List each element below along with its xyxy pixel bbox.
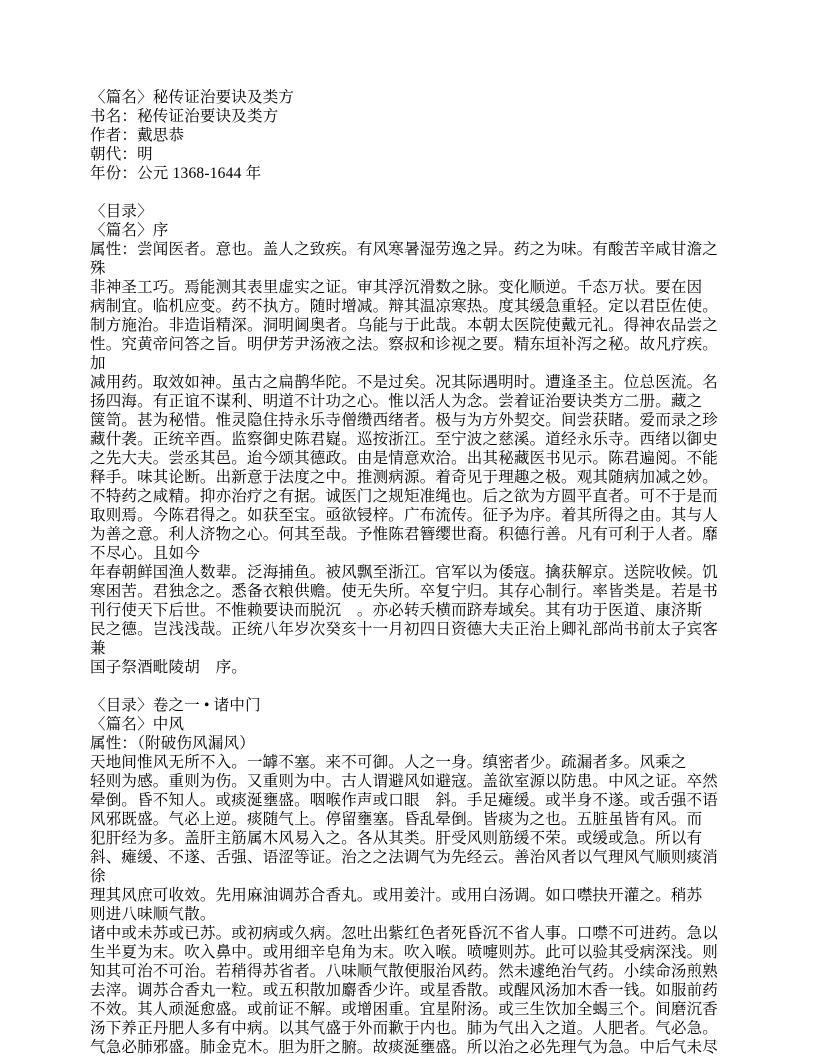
text-line: 箧笥。甚为秘惜。惟灵隐住持永乐寺僧缵西绪者。极与为方外契交。间尝获睹。爱而录之珍 — [90, 412, 719, 429]
text-line: 病制宜。临机应变。药不执方。随时增减。辩其温凉寒热。度其缓急重轻。定以君臣佐使。 — [90, 298, 719, 315]
text-line: 斜、瘫缓、不遂、舌强、语涩等证。治之之法调气为先经云。善治风者以气理风气顺则痰消徐 — [90, 849, 719, 885]
text-line: 书名：秘传证治要诀及类方 — [90, 108, 279, 125]
text-line: 年春朝鲜国渔人数辈。泛海捕鱼。被风飘至浙江。官军以为倭寇。擒获解京。送院收候。饥 — [90, 564, 719, 581]
text-line: 刊行使天下后世。不惟赖要诀而脱沉 。亦必转夭横而跻寿域矣。其有功于医道、康济斯 — [90, 602, 703, 619]
text-line: 知其可治不可治。若稍得苏省者。八味顺气散便服治风药。然未遽绝治气药。小续命汤煎熟 — [90, 963, 719, 980]
text-line: 天地间惟风无所不入。一罅不塞。来不可御。人之一身。缜密者少。疏漏者多。风乘之 — [90, 754, 687, 771]
text-line: 制方施治。非造诣精深。洞明阃奥者。乌能与于此哉。本朝太医院使戴元礼。得神农品尝之 — [90, 317, 719, 334]
document-header — [90, 88, 728, 183]
text-line: 不特药之咸精。抑亦治疗之有据。诚医门之规矩准绳也。后之欲为方圆平直者。可不于是而 — [90, 488, 719, 505]
text-line: 非神圣工巧。焉能测其表里虚实之证。审其浮沉滑数之脉。变化顺逆。千态万状。要在因 — [90, 279, 703, 296]
text-line: 年份：公元 1368-1644 年 — [90, 165, 262, 182]
text-line: 释手。味其论断。出新意于法度之中。推测病源。着奇见于理趣之极。观其随病加减之妙。 — [90, 469, 719, 486]
text-line: 藏什袭。正统辛酉。监察御史陈君嶷。巡按浙江。至宁波之慈溪。道经永乐寺。西绪以御史 — [90, 431, 719, 448]
text-line: 取则焉。今陈君得之。如获至宝。亟欲锓梓。广布流传。征予为序。着其所得之由。其与人 — [90, 507, 719, 524]
text-line: 〈目录〉卷之一 • 诸中门 — [90, 697, 261, 714]
text-line: 朝代：明 — [90, 146, 153, 163]
text-line: 汤下养正丹肥人多有中病。以其气盛于外而歉于内也。肺为气出入之道。人肥者。气必急。 — [90, 1020, 719, 1037]
text-line: 生半夏为末。吹入鼻中。或用细辛皂角为末。吹入喉。喷嚏则苏。此可以验其受病深浅。则 — [90, 944, 719, 961]
text-line: 晕倒。昏不知人。或痰涎壅盛。咽喉作声或口眼 斜。手足瘫缓。或半身不遂。或舌强不语 — [90, 792, 719, 809]
text-line: 去滓。调苏合香丸一粒。或五积散加麝香少许。或星香散。或醒风汤加木香一钱。如服前药 — [90, 982, 719, 999]
text-line: 属性：尝闻医者。意也。盖人之致疾。有风寒暑湿劳逸之异。药之为味。有酸苦辛咸甘澹之殊 — [90, 241, 719, 277]
text-line: 国子祭酒毗陵胡 序。 — [90, 659, 248, 676]
text-line: 〈目录〉 — [90, 203, 153, 220]
text-line: 〈篇名〉序 — [90, 222, 169, 239]
text-line: 扬四海。有正谊不谋利、明道不计功之心。惟以活人为念。尝着证治要诀类方二册。藏之 — [90, 393, 703, 410]
text-line: 不尽心。且如今 — [90, 545, 200, 562]
text-line: 属性：（附破伤风漏风） — [90, 735, 255, 752]
text-line: 性。究黄帝问答之旨。明伊芳尹汤液之法。察叔和诊视之要。精东垣补泻之秘。故凡疗疾。加 — [90, 336, 719, 372]
text-line: 理其风庶可收效。先用麻油调苏合香丸。或用姜汁。或用白汤调。如口噤抉开灌之。稍苏 — [90, 887, 703, 904]
text-line: 〈篇名〉秘传证治要诀及类方 — [90, 89, 295, 106]
text-line: 〈篇名〉中风 — [90, 716, 185, 733]
text-line: 风邪既盛。气必上逆。痰随气上。停留壅塞。昏乱晕倒。皆痰为之也。五脏虽皆有风。而 — [90, 811, 703, 828]
text-line: 则进八味顺气散。 — [90, 906, 216, 923]
text-line: 作者：戴思恭 — [90, 127, 185, 144]
text-line: 减用药。取效如神。虽古之扁鹊华陀。不是过矣。况其际遇明时。遭逢圣主。位总医流。名 — [90, 374, 719, 391]
text-line: 犯肝经为多。盖肝主筋属木风易入之。各从其类。肝受风则筋缓不荣。或缓或急。所以有 — [90, 830, 703, 847]
text-line: 气急必肺邪盛。肺金克木。胆为肝之腑。故痰涎壅盛。所以治之必先理气为急。中后气未尽 — [90, 1039, 719, 1056]
text-line: 为善之意。利人济物之心。何其至哉。予惟陈君簪缨世裔。积德行善。凡有可利于人者。靡 — [90, 526, 719, 543]
text-line: 之先大夫。尝丞其邑。迨今颂其德政。由是情意欢洽。出其秘藏医书见示。陈君遍阅。不能 — [90, 450, 719, 467]
preface-section — [90, 202, 728, 677]
text-line: 民之德。岂浅浅哉。正统八年岁次癸亥十一月初四日资德大夫正治上卿礼部尚书前太子宾客兼 — [90, 621, 719, 657]
text-line: 寒困苦。君独念之。悉备衣粮供赡。使无失所。卒复宁归。其存心制行。率皆类是。若是书 — [90, 583, 719, 600]
text-line: 轻则为感。重则为伤。又重则为中。古人谓避风如避寇。盖欲室源以防患。中风之证。卒然 — [90, 773, 719, 790]
chapter-section — [90, 696, 728, 1057]
text-line: 诸中或未苏或已苏。或初病或久病。忽吐出紫红色者死昏沉不省人事。口噤不可进药。急以 — [90, 925, 719, 942]
text-line: 不效。其人顽涎愈盛。或前证不解。或增困重。宜星附汤。或三生饮加全蝎三个。间磨沉香 — [90, 1001, 719, 1018]
